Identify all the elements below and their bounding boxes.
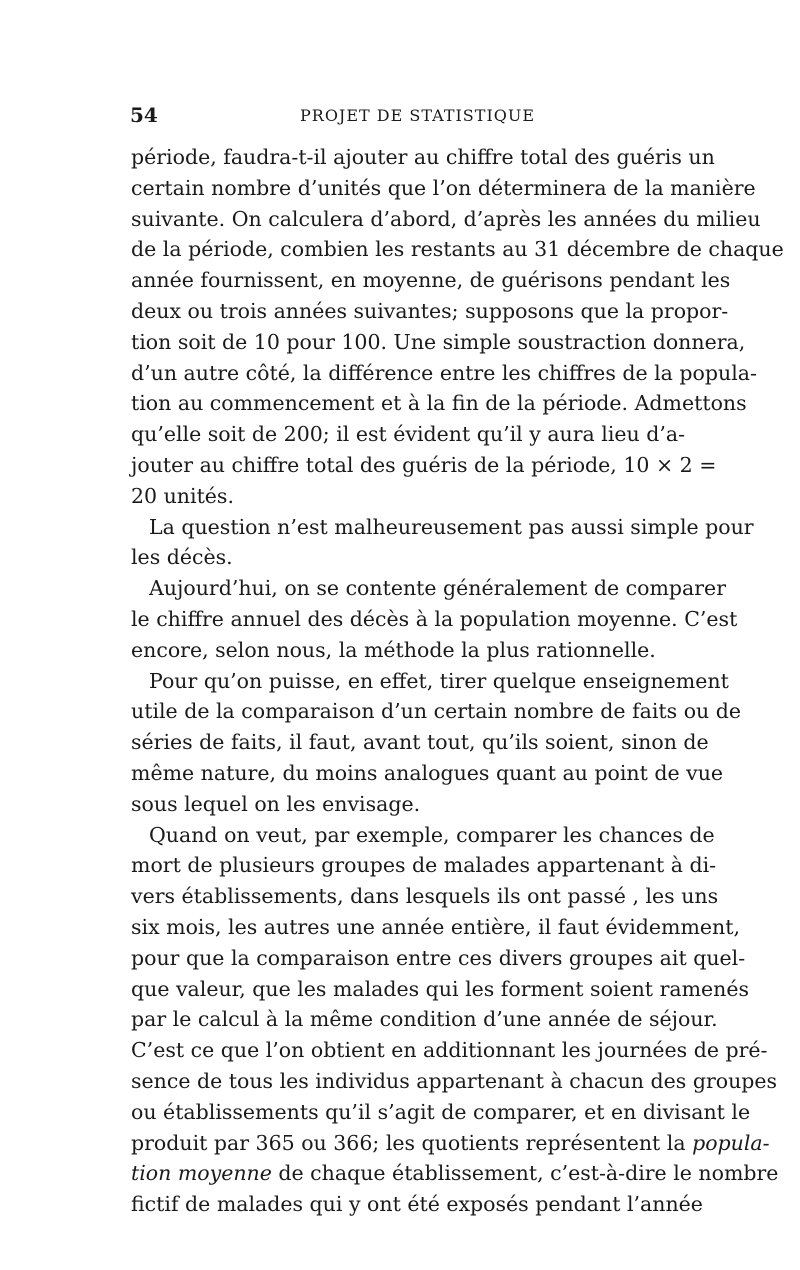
text-line: La question n’est malheureusement pas aussi simple pour (149, 514, 754, 539)
text-line: sous lequel on les envisage. (131, 791, 421, 816)
text-line: Pour qu’on puisse, en effet, tirer quelque enseignement (149, 668, 729, 693)
text-line: sence de tous les individus appartenant à chacun des groupes (131, 1068, 778, 1093)
text-line: fictif de malades qui y ont été exposés pendant l’année (131, 1192, 703, 1217)
text-line: par le calcul à la même condition d’une année de séjour. (131, 1007, 718, 1032)
italic-term: popula- (692, 1130, 770, 1155)
text-line-segment: de chaque établissement, c’est-à-dire le nombre (271, 1161, 779, 1186)
text-line: deux ou trois années suivantes; supposons que la propor- (131, 298, 729, 323)
text-line: jouter au chiffre total des guéris de la période, 10 × 2 = (131, 452, 717, 477)
text-line (131, 1128, 770, 1159)
text-line: tion au commencement et à la fin de la période. Admettons (131, 391, 747, 416)
page-number: 54 (130, 103, 158, 127)
text-line: suivante. On calculera d’abord, d’après les années du milieu (131, 206, 761, 231)
text-line: les décès. (131, 545, 233, 570)
italic-term: tion moyenne (131, 1161, 272, 1186)
text-line: qu’elle soit de 200; il est évident qu’il y aura lieu d’a- (131, 422, 686, 447)
text-line: Quand on veut, par exemple, comparer les chances de (149, 822, 715, 847)
body-text (131, 142, 784, 1220)
running-title: PROJET DE STATISTIQUE (300, 106, 536, 125)
text-line: Aujourd’hui, on se contente généralement de comparer (149, 576, 726, 601)
text-line: six mois, les autres une année entière, il faut évidemment, (131, 914, 740, 939)
text-line: certain nombre d’unités que l’on déterminera de la manière (131, 175, 756, 200)
text-line: ou établissements qu’il s’agit de comparer, et en divisant le (131, 1099, 751, 1124)
text-line: même nature, du moins analogues quant au point de vue (131, 760, 724, 785)
text-line: tion soit de 10 pour 100. Une simple soustraction donnera, (131, 329, 746, 354)
text-line (131, 1158, 779, 1189)
text-line: année fournissent, en moyenne, de guérisons pendant les (131, 268, 731, 293)
text-line: encore, selon nous, la méthode la plus rationnelle. (131, 637, 656, 662)
text-line: que valeur, que les malades qui les forment soient ramenés (131, 976, 750, 1001)
text-line: le chiffre annuel des décès à la population moyenne. C’est (131, 606, 738, 631)
text-line: d’un autre côté, la différence entre les chiffres de la popula- (131, 360, 757, 385)
page-header (130, 103, 675, 133)
text-line: utile de la comparaison d’un certain nombre de faits ou de (131, 699, 742, 724)
text-line-segment: produit par 365 ou 366; les quotients représentent la (131, 1130, 693, 1155)
text-line: 20 unités. (131, 483, 234, 508)
text-line: mort de plusieurs groupes de malades appartenant à di- (131, 853, 717, 878)
text-lines (131, 142, 784, 1128)
text-line: pour que la comparaison entre ces divers groupes ait quel- (131, 945, 746, 970)
text-line: séries de faits, il faut, avant tout, qu’ils soient, sinon de (131, 730, 709, 755)
text-line: période, faudra-t-il ajouter au chiffre total des guéris un (131, 145, 715, 169)
text-line: de la période, combien les restants au 31 décembre de chaque (131, 237, 784, 262)
text-line: vers établissements, dans lesquels ils ont passé , les uns (131, 884, 719, 909)
text-line: C’est ce que l’on obtient en additionnant les journées de pré- (131, 1038, 768, 1063)
